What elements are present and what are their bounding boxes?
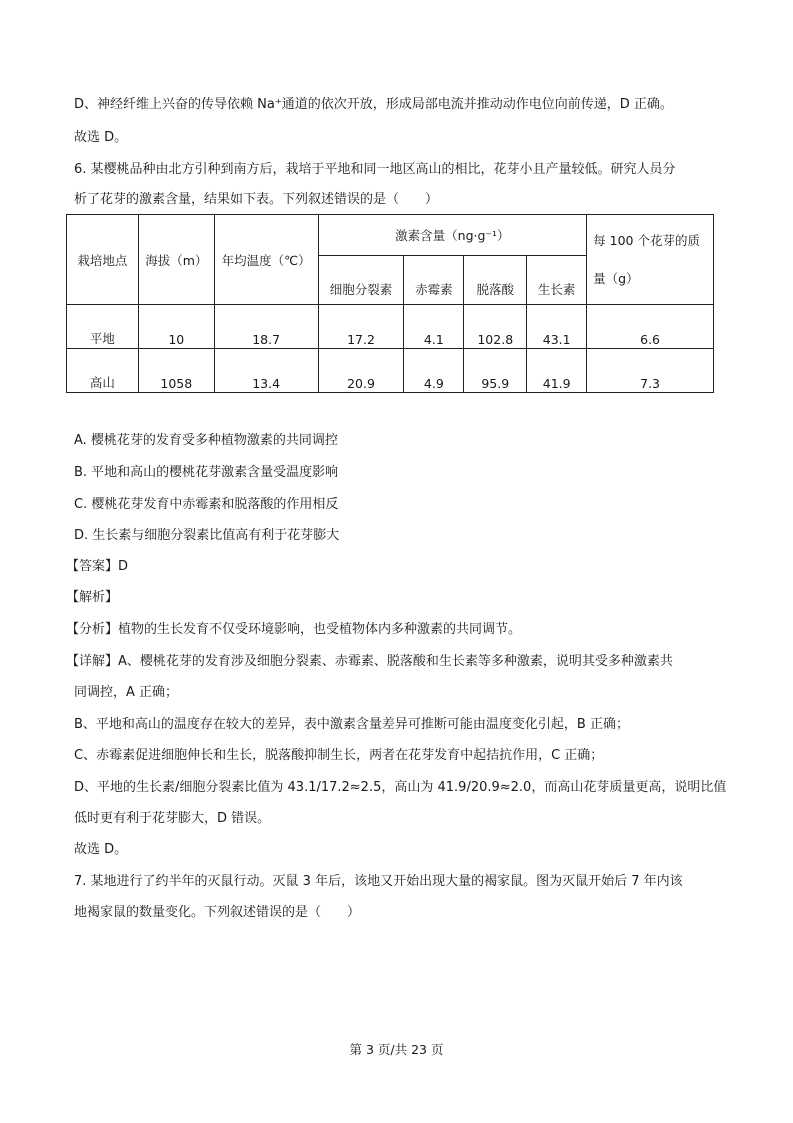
cell-cytokinin: 17.2	[318, 305, 404, 349]
header-abscisic-acid: 脱落酸	[464, 256, 527, 305]
option-c: C. 樱桃花芽发育中赤霉素和脱落酸的作用相反	[74, 497, 339, 512]
cell-altitude: 1058	[138, 349, 214, 393]
cell-site: 平地	[67, 305, 139, 349]
cell-abscisic-acid: 102.8	[464, 305, 527, 349]
header-site: 栽培地点	[67, 215, 139, 305]
header-hormone-content: 激素含量（ng·g⁻¹）	[318, 215, 587, 256]
analysis-summary: 【分析】植物的生长发育不仅受环境影响，也受植物体内多种激素的共同调节。	[66, 622, 522, 637]
analysis-heading: 【解析】	[66, 590, 119, 605]
table-row	[67, 305, 714, 349]
question-6-stem-line2: 析了花芽的激素含量，结果如下表。下列叙述错误的是（ ）	[74, 192, 439, 207]
option-d-explanation-prev: D、神经纤维上兴奋的传导依赖 Na⁺通道的依次开放，形成局部电流并推动动作电位向前传递，D 正确。	[74, 97, 673, 112]
cell-auxin: 43.1	[527, 305, 587, 349]
prev-answer-line: 故选 D。	[74, 130, 128, 145]
page-number: 第 3 页/共 23 页	[349, 1042, 444, 1057]
hormone-table	[66, 214, 714, 393]
cell-auxin: 41.9	[527, 349, 587, 393]
detail-line-7: 故选 D。	[74, 842, 128, 857]
question-7-stem-line1: 7. 某地进行了约半年的灭鼠行动。灭鼠 3 年后，该地又开始出现大量的褐家鼠。图为灭鼠开始后 7 年内该	[74, 874, 683, 889]
option-d: D. 生长素与细胞分裂素比值高有利于花芽膨大	[74, 528, 340, 543]
question-7-stem-line2: 地褐家鼠的数量变化。下列叙述错误的是（ ）	[74, 905, 361, 920]
cell-temperature: 13.4	[214, 349, 318, 393]
detail-line-6: 低时更有利于花芽膨大，D 错误。	[74, 811, 271, 826]
header-cytokinin: 细胞分裂素	[318, 256, 404, 305]
cell-bud-mass: 6.6	[587, 305, 714, 349]
option-a: A. 樱桃花芽的发育受多种植物激素的共同调控	[74, 433, 338, 448]
table-row	[67, 349, 714, 393]
header-altitude: 海拔（m）	[138, 215, 214, 305]
detail-line-4: C、赤霉素促进细胞伸长和生长，脱落酸抑制生长，两者在花芽发育中起拮抗作用，C 正确；	[74, 748, 604, 763]
question-6-stem-line1: 6. 某樱桃品种由北方引种到南方后，栽培于平地和同一地区高山的相比，花芽小且产量较低。研究人员分	[74, 162, 676, 177]
cell-abscisic-acid: 95.9	[464, 349, 527, 393]
answer-line: 【答案】D	[66, 559, 129, 574]
cell-bud-mass: 7.3	[587, 349, 714, 393]
cell-altitude: 10	[138, 305, 214, 349]
detail-line-1: 【详解】A、樱桃花芽的发育涉及细胞分裂素、赤霉素、脱落酸和生长素等多种激素，说明其受多种激素共	[66, 654, 673, 669]
header-bud-mass: 每 100 个花芽的质 量（g）	[587, 215, 714, 305]
cell-site: 高山	[67, 349, 139, 393]
header-gibberellin: 赤霉素	[404, 256, 464, 305]
header-auxin: 生长素	[527, 256, 587, 305]
detail-line-5: D、平地的生长素/细胞分裂素比值为 43.1/17.2≈2.5，高山为 41.9/20.9≈2.0，而高山花芽质量更高，说明比值	[74, 780, 727, 795]
cell-cytokinin: 20.9	[318, 349, 404, 393]
detail-line-2: 同调控，A 正确；	[74, 685, 179, 700]
detail-line-3: B、平地和高山的温度存在较大的差异，表中激素含量差异可推断可能由温度变化引起，B 正确；	[74, 717, 629, 732]
cell-temperature: 18.7	[214, 305, 318, 349]
cell-gibberellin: 4.9	[404, 349, 464, 393]
option-b: B. 平地和高山的樱桃花芽激素含量受温度影响	[74, 465, 339, 480]
cell-gibberellin: 4.1	[404, 305, 464, 349]
header-temperature: 年均温度（℃）	[214, 215, 318, 305]
